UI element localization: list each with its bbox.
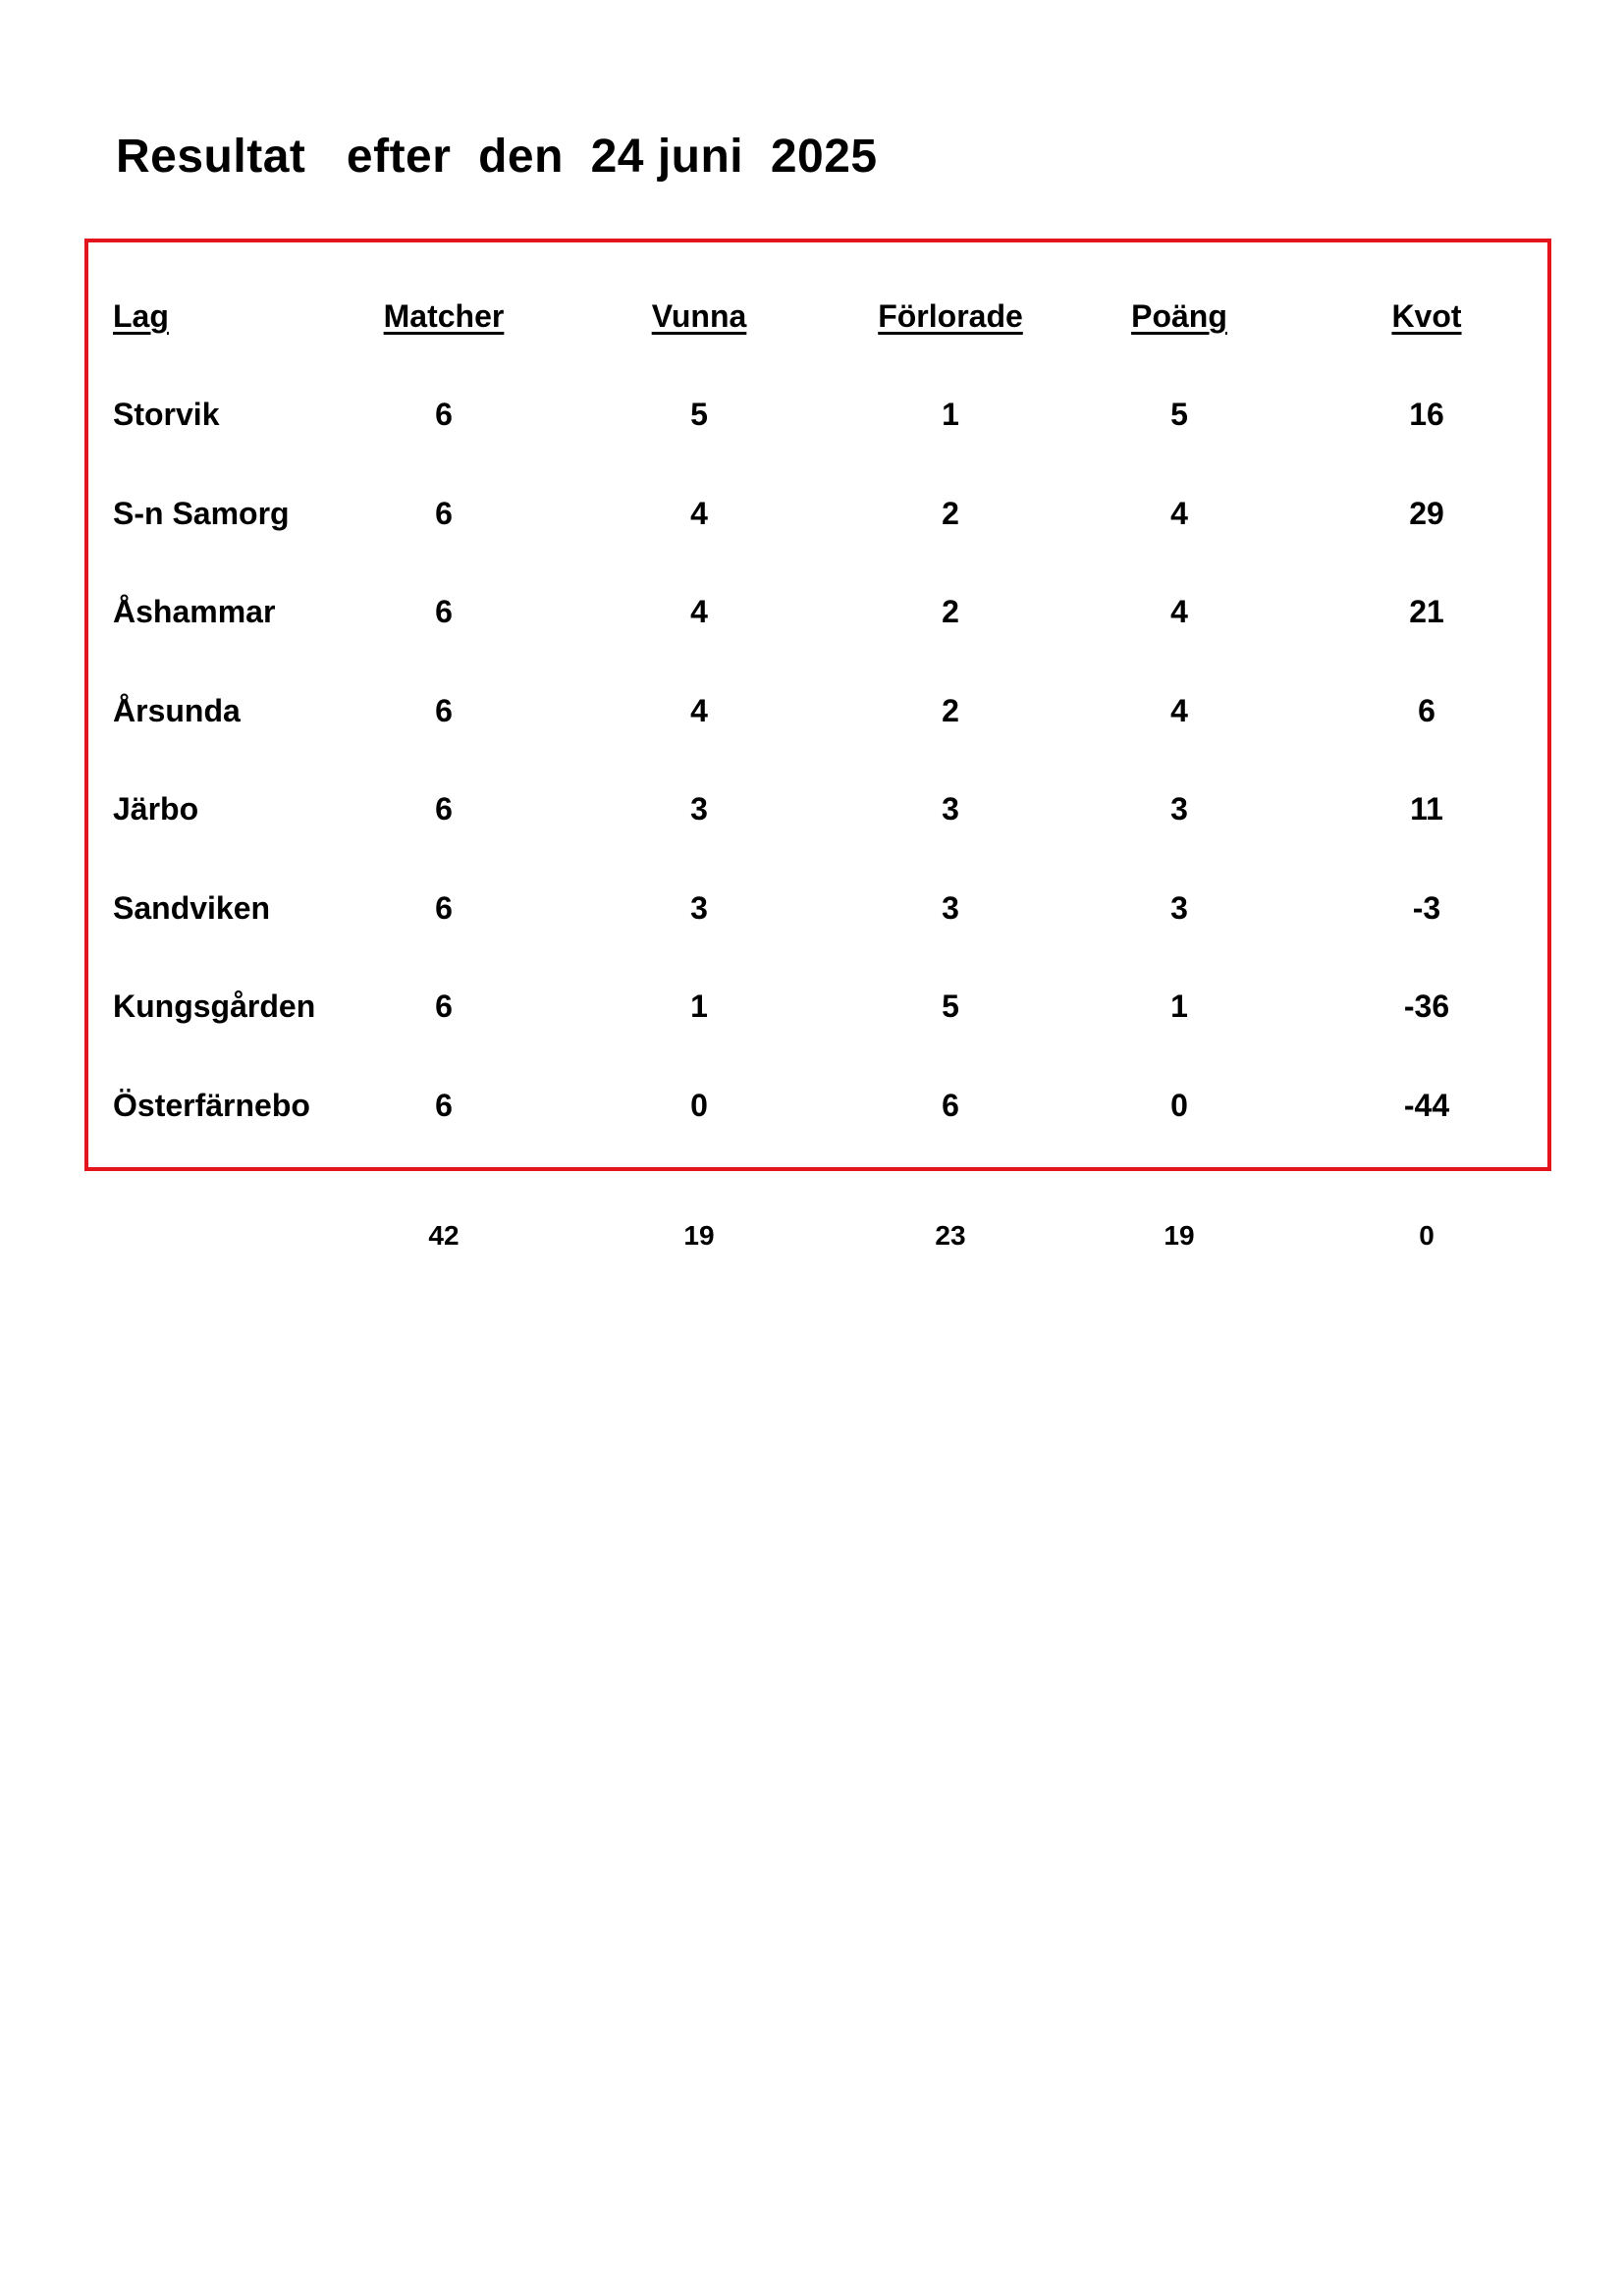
table-cell-ratio: -3 xyxy=(1412,890,1441,926)
table-cell-lost: 2 xyxy=(942,594,959,629)
table-cell-lost: 2 xyxy=(942,693,959,728)
table-cell-points: 3 xyxy=(1170,791,1188,827)
table-cell-points: 4 xyxy=(1170,594,1188,629)
total-ratio: 0 xyxy=(1419,1220,1435,1251)
table-cell-matches: 6 xyxy=(435,693,453,728)
table-cell-points: 5 xyxy=(1170,397,1188,432)
table-cell-team: Årsunda xyxy=(113,693,241,728)
table-cell-team: Storvik xyxy=(113,397,220,432)
results-table-frame xyxy=(84,239,1551,1171)
column-header-team: Lag xyxy=(113,298,169,334)
table-cell-won: 1 xyxy=(690,988,708,1024)
table-cell-matches: 6 xyxy=(435,397,453,432)
table-cell-team: S-n Samorg xyxy=(113,496,290,531)
table-cell-ratio: 29 xyxy=(1409,496,1444,531)
table-cell-team: Åshammar xyxy=(113,594,276,629)
table-cell-matches: 6 xyxy=(435,988,453,1024)
table-cell-points: 4 xyxy=(1170,496,1188,531)
table-cell-won: 4 xyxy=(690,594,708,629)
column-header-lost: Förlorade xyxy=(878,298,1023,334)
total-won: 19 xyxy=(683,1220,715,1251)
total-lost: 23 xyxy=(935,1220,966,1251)
table-cell-lost: 6 xyxy=(942,1088,959,1123)
table-cell-lost: 3 xyxy=(942,890,959,926)
table-cell-matches: 6 xyxy=(435,791,453,827)
table-cell-lost: 1 xyxy=(942,397,959,432)
table-cell-matches: 6 xyxy=(435,496,453,531)
table-cell-points: 1 xyxy=(1170,988,1188,1024)
table-cell-won: 5 xyxy=(690,397,708,432)
table-cell-points: 3 xyxy=(1170,890,1188,926)
table-cell-ratio: 6 xyxy=(1418,693,1435,728)
table-cell-matches: 6 xyxy=(435,594,453,629)
table-cell-points: 4 xyxy=(1170,693,1188,728)
column-header-ratio: Kvot xyxy=(1391,298,1462,334)
page-title: Resultat efter den 24 juni 2025 xyxy=(116,131,878,183)
total-points: 19 xyxy=(1164,1220,1195,1251)
table-cell-ratio: -36 xyxy=(1403,988,1450,1024)
column-header-points: Poäng xyxy=(1131,298,1227,334)
table-cell-won: 4 xyxy=(690,693,708,728)
table-cell-lost: 2 xyxy=(942,496,959,531)
table-cell-won: 4 xyxy=(690,496,708,531)
table-cell-team: Järbo xyxy=(113,791,199,827)
table-cell-team: Kungsgården xyxy=(113,988,316,1024)
table-cell-won: 3 xyxy=(690,890,708,926)
table-cell-lost: 3 xyxy=(942,791,959,827)
table-cell-ratio: 16 xyxy=(1409,397,1444,432)
table-cell-matches: 6 xyxy=(435,1088,453,1123)
table-cell-ratio: 21 xyxy=(1409,594,1444,629)
table-cell-points: 0 xyxy=(1170,1088,1188,1123)
table-cell-lost: 5 xyxy=(942,988,959,1024)
column-header-won: Vunna xyxy=(651,298,747,334)
table-cell-ratio: 11 xyxy=(1410,791,1443,827)
table-cell-team: Österfärnebo xyxy=(113,1088,310,1123)
table-cell-won: 0 xyxy=(690,1088,708,1123)
total-matches: 42 xyxy=(428,1220,460,1251)
column-header-matches: Matcher xyxy=(383,298,505,334)
table-cell-won: 3 xyxy=(690,791,708,827)
table-cell-matches: 6 xyxy=(435,890,453,926)
table-cell-team: Sandviken xyxy=(113,890,271,926)
table-cell-ratio: -44 xyxy=(1403,1088,1450,1123)
